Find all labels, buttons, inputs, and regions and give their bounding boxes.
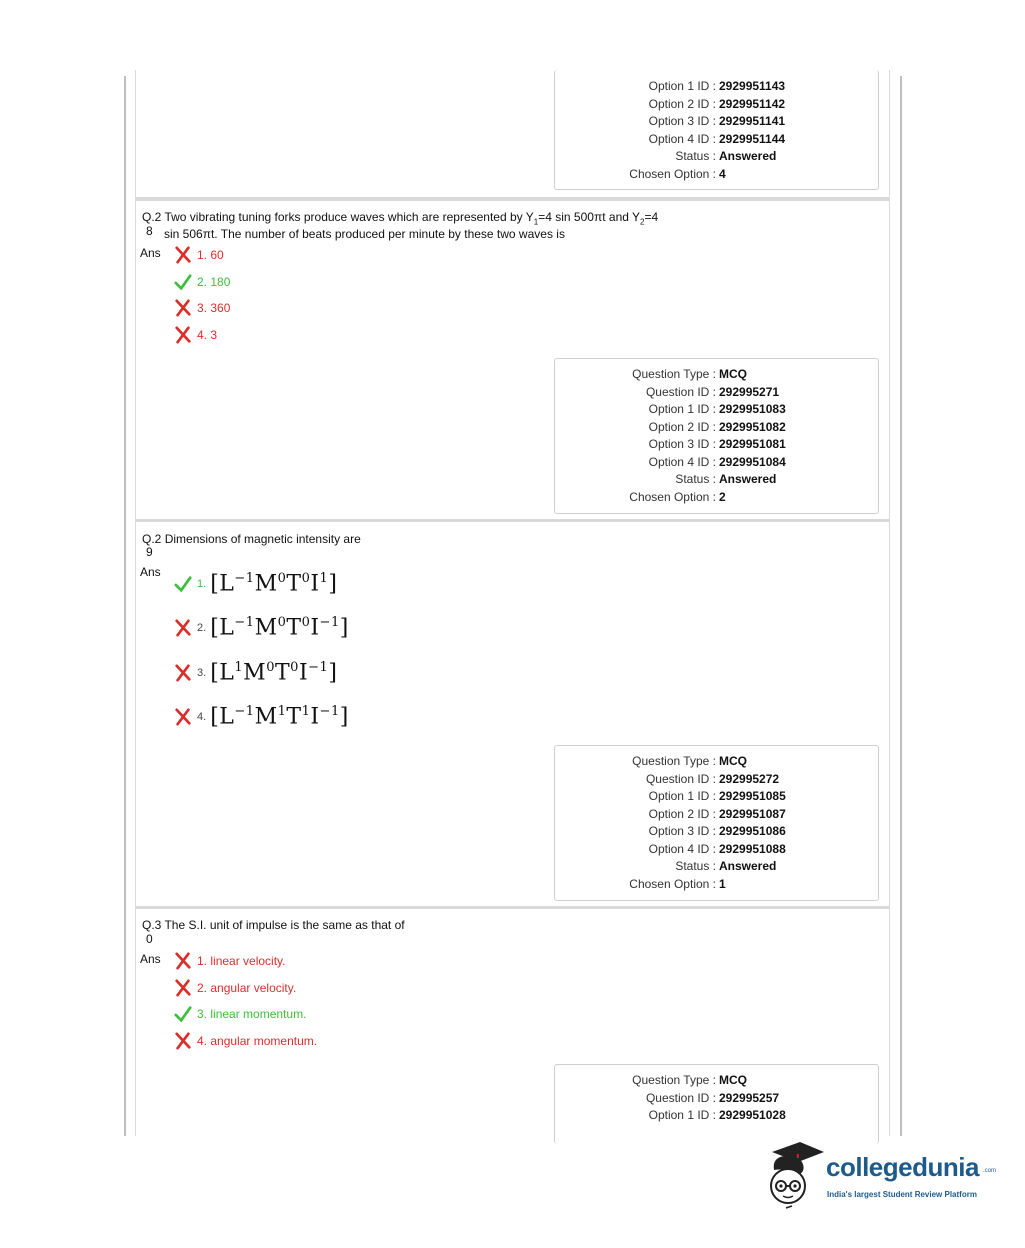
option-text: angular momentum.	[210, 1034, 318, 1048]
info-label: Option 3 ID :	[648, 114, 716, 128]
exponent: −1	[319, 704, 340, 720]
info-label: Question ID :	[645, 772, 716, 786]
question-number-digit: 0	[146, 932, 153, 946]
option-number: 3.	[197, 667, 207, 679]
info-value: 292995272	[719, 772, 780, 786]
option-2	[174, 977, 296, 999]
info-value: MCQ	[719, 367, 747, 381]
question-number-digit: 8	[146, 224, 153, 238]
info-value: 2929951144	[719, 132, 786, 146]
exponent: 0	[301, 571, 311, 587]
info-label: Status :	[675, 859, 716, 873]
question-number-digit: 9	[146, 545, 153, 559]
option-number: 2.	[197, 622, 207, 634]
info-value: 2929951143	[719, 79, 786, 93]
info-label: Question Type :	[632, 367, 716, 381]
exponent: 1	[234, 660, 244, 676]
exponent: 0	[290, 660, 299, 676]
info-label: Status :	[675, 472, 716, 486]
brand-tagline: India's largest Student Review Platform	[827, 1190, 977, 1199]
info-value: 2929951088	[719, 842, 786, 856]
option-3	[174, 297, 230, 319]
info-label: Option 3 ID :	[648, 824, 716, 838]
option-number: 1.	[197, 954, 208, 968]
exponent: 0	[266, 660, 275, 676]
info-value: Answered	[719, 472, 777, 486]
page-frame-right	[900, 76, 902, 1136]
subscript: 1	[533, 217, 539, 227]
option-text: 3	[210, 328, 218, 342]
info-value: 2	[719, 490, 726, 504]
check-icon	[174, 575, 192, 593]
exponent: 1	[319, 571, 329, 587]
question-block-top	[135, 70, 890, 198]
info-label: Chosen Option :	[629, 490, 716, 504]
info-box	[554, 1064, 879, 1144]
exponent: −1	[319, 615, 340, 631]
option-number: 2.	[197, 275, 208, 289]
question-text-line1	[142, 531, 361, 548]
info-value: 2929951084	[719, 455, 786, 469]
info-label: Option 2 ID :	[648, 420, 716, 434]
cross-icon	[174, 708, 192, 726]
formula: $[L^{-1}M^0T^0I^{-1}]$	[210, 615, 349, 641]
check-icon	[174, 273, 192, 291]
info-value: 2929951141	[719, 114, 786, 128]
formula: $[L^{-1}M^0T^0I^1]$	[210, 571, 338, 597]
exponent: 0	[277, 571, 287, 587]
info-value: 2929951081	[719, 437, 786, 451]
info-label: Option 2 ID :	[648, 97, 716, 111]
option-1	[174, 244, 224, 266]
info-label: Option 4 ID :	[648, 132, 716, 146]
option-1	[174, 570, 337, 598]
cross-icon	[174, 326, 192, 344]
info-value: Answered	[719, 149, 777, 163]
option-4	[174, 703, 349, 731]
info-value: 2929951142	[719, 97, 786, 111]
collegedunia-logo[interactable]	[766, 1140, 996, 1212]
option-4	[174, 1030, 317, 1052]
option-number: 2.	[197, 981, 208, 995]
info-label: Status :	[675, 149, 716, 163]
brand-name: collegedunia	[826, 1152, 979, 1182]
cross-icon	[174, 619, 192, 637]
info-value: 2929951082	[719, 420, 786, 434]
option-text: linear velocity.	[210, 954, 286, 968]
option-3	[174, 659, 337, 687]
question-block-q30	[135, 906, 890, 1136]
option-text: linear momentum.	[210, 1007, 307, 1021]
info-value: 292995271	[719, 385, 780, 399]
option-number: 4.	[197, 711, 207, 723]
exponent: −1	[308, 660, 329, 676]
info-box	[554, 745, 879, 901]
info-label: Option 1 ID :	[648, 402, 716, 416]
info-label: Question Type :	[632, 1073, 716, 1087]
info-value: 1	[719, 877, 726, 891]
option-1	[174, 950, 286, 972]
cross-icon	[174, 952, 192, 970]
question-number: Q.3	[142, 918, 162, 932]
info-value: Answered	[719, 859, 777, 873]
option-number: 1.	[197, 248, 208, 262]
info-label: Question ID :	[645, 385, 716, 399]
cross-icon	[174, 246, 192, 264]
exponent: 1	[277, 704, 287, 720]
brand-domain: .com	[983, 1168, 997, 1174]
question-number: Q.2	[142, 532, 162, 546]
ans-label: Ans	[140, 952, 161, 966]
question-text-part: Two vibrating tuning forks produce waves which are represented by Y	[164, 210, 534, 224]
question-text-part: =4 sin 500πt and Y	[538, 210, 641, 224]
exponent: −1	[234, 571, 255, 587]
info-label: Option 4 ID :	[648, 842, 716, 856]
question-number: Q.2	[142, 210, 162, 224]
info-label: Option 1 ID :	[648, 789, 716, 803]
student-mascot-icon	[766, 1140, 824, 1210]
exponent: 1	[301, 704, 311, 720]
info-label: Option 4 ID :	[648, 455, 716, 469]
option-3	[174, 1003, 306, 1025]
option-number: 4.	[197, 1034, 208, 1048]
page-frame-left	[124, 76, 126, 1136]
cross-icon	[174, 1032, 192, 1050]
option-2	[174, 614, 349, 642]
info-value: 4	[719, 167, 726, 181]
info-label: Option 1 ID :	[648, 1108, 716, 1122]
info-value: 2929951087	[719, 807, 786, 821]
info-value: 2929951086	[719, 824, 786, 838]
exponent: 0	[301, 615, 311, 631]
info-value: MCQ	[719, 754, 747, 768]
question-text: Dimensions of magnetic intensity are	[164, 532, 361, 546]
cross-icon	[174, 979, 192, 997]
option-text: 180	[210, 275, 231, 289]
option-4	[174, 324, 217, 346]
question-block-q29	[135, 519, 890, 907]
option-text: 360	[210, 301, 231, 315]
formula: $[L^{-1}M^1T^1I^{-1}]$	[210, 704, 349, 730]
option-number: 1.	[197, 578, 207, 590]
question-text-part: =4	[644, 210, 659, 224]
check-icon	[174, 1005, 192, 1023]
info-box	[554, 358, 879, 514]
info-box	[554, 70, 879, 190]
info-value: 2929951083	[719, 402, 786, 416]
info-value: 2929951028	[719, 1108, 786, 1122]
ans-label: Ans	[140, 565, 161, 579]
question-text: The S.I. unit of impulse is the same as that of	[164, 918, 405, 932]
question-block-q28	[135, 198, 890, 520]
info-label: Chosen Option :	[629, 877, 716, 891]
question-text-line2: sin 506πt. The number of beats produced per minute by these two waves is	[164, 227, 565, 241]
cross-icon	[174, 299, 192, 317]
option-text: 60	[210, 248, 224, 262]
info-label: Chosen Option :	[629, 167, 716, 181]
info-value: 2929951085	[719, 789, 786, 803]
option-number: 4.	[197, 328, 208, 342]
option-number: 3.	[197, 301, 208, 315]
subscript: 2	[640, 217, 645, 227]
info-label: Question ID :	[645, 1091, 716, 1105]
info-label: Option 3 ID :	[648, 437, 716, 451]
option-number: 3.	[197, 1007, 208, 1021]
question-text-line1	[142, 917, 405, 934]
option-2	[174, 271, 230, 293]
exponent: −1	[234, 704, 255, 720]
info-label: Option 1 ID :	[648, 79, 716, 93]
info-value: 292995257	[719, 1091, 780, 1105]
exponent: −1	[234, 615, 255, 631]
formula: $[L^1M^0T^0I^{-1}]$	[210, 660, 338, 686]
info-value: MCQ	[719, 1073, 747, 1087]
info-label: Option 2 ID :	[648, 807, 716, 821]
info-label: Question Type :	[632, 754, 716, 768]
exponent: 0	[277, 615, 287, 631]
ans-label: Ans	[140, 246, 161, 260]
option-text: angular velocity.	[210, 981, 297, 995]
cross-icon	[174, 664, 192, 682]
